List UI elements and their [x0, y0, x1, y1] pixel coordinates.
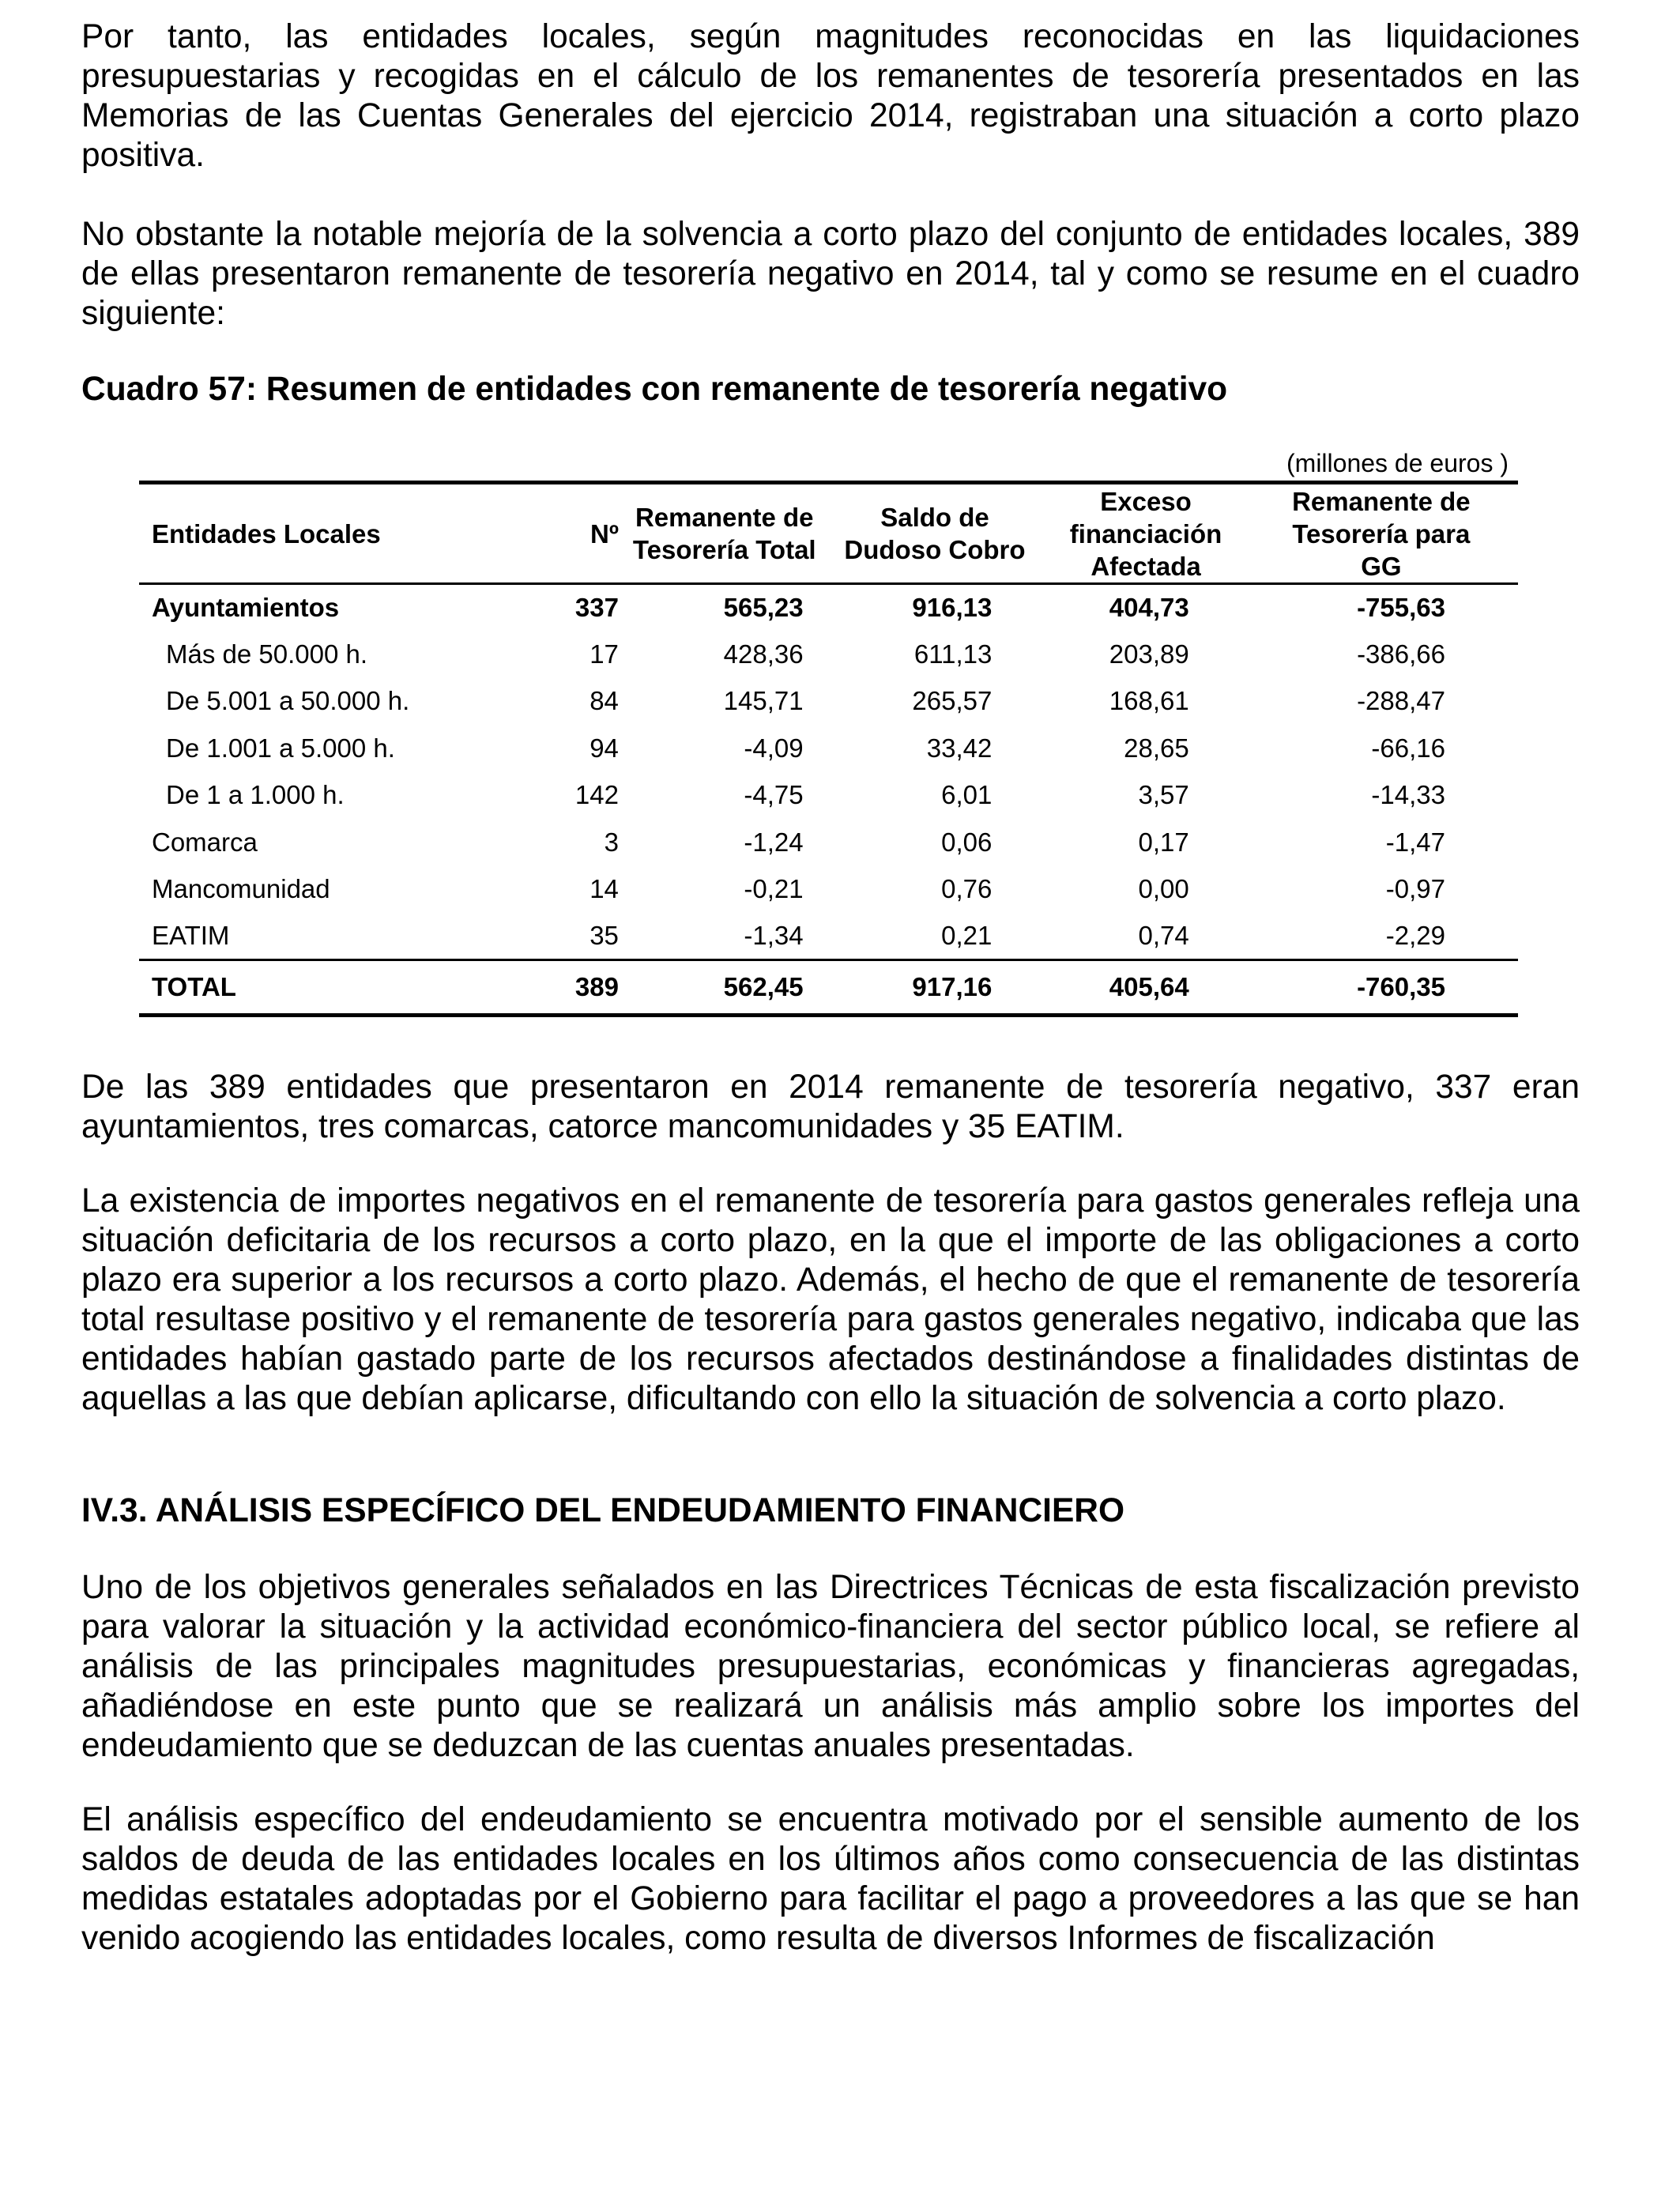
cell-remanente-total: -4,75: [744, 780, 804, 810]
cell-total-remanente-total: 562,45: [723, 972, 804, 1001]
paragraph-2: No obstante la notable mejoría de la solvencia a corto plazo del conjunto de entidades locales, 389 de ellas presentaron remanente de tesorería negativo en 2014, tal y como se resume en el cuadro siguiente:: [81, 216, 1580, 332]
cell-entidad: Más de 50.000 h.: [166, 639, 368, 669]
header-remanente-gg-l1: Remanente de: [1292, 486, 1471, 516]
cell-total-label: TOTAL: [152, 972, 236, 1001]
cell-remanente-total: -4,09: [744, 733, 804, 763]
cell-entidad: Comarca: [152, 827, 258, 857]
cell-total-remanente-gg: -760,35: [1357, 972, 1445, 1001]
cell-exceso: 0,00: [1138, 874, 1189, 904]
paragraph-4: La existencia de importes negativos en el remanente de tesorería para gastos generales refleja una situación deficitaria de los recursos a corto plazo, en la que el importe de las obligaciones a corto plazo era superior a los recursos a corto plazo. Además, el hecho de que el remanente de tesorería total resultase positivo y el remanente de tesorería para gastos generales negativo, indicaba que las entidades habían gastado parte de los recursos afectados destinándose a finalidades distintas de aquellas a las que debían aplicarse, dificultando con ello la situación de solvencia a corto plazo.: [81, 1182, 1580, 1417]
cell-total-exceso: 405,64: [1109, 972, 1189, 1001]
cell-saldo-dudoso: 916,13: [912, 593, 993, 622]
header-remanente-gg: [1245, 483, 1518, 584]
table-row-ayuntamientos: [139, 584, 1518, 631]
section-heading: IV.3. ANÁLISIS ESPECÍFICO DEL ENDEUDAMIENTO FINANCIERO: [81, 1492, 1125, 1529]
cell-exceso: 0,17: [1138, 827, 1189, 857]
cell-saldo-dudoso: 0,06: [941, 827, 993, 857]
cell-remanente-gg: -386,66: [1357, 639, 1445, 669]
table-row: [139, 631, 1518, 678]
cell-saldo-dudoso: 33,42: [926, 733, 993, 763]
header-saldo-dudoso: [823, 483, 1048, 584]
table-unit-note: (millones de euros ): [1286, 449, 1509, 477]
cell-saldo-dudoso: 0,76: [941, 874, 993, 904]
paragraph-3: De las 389 entidades que presentaron en 2014 remanente de tesorería negativo, 337 eran ayuntamientos, tres comarcas, catorce mancomunidades y 35 EATIM.: [81, 1069, 1580, 1145]
table-header-row: [139, 483, 1518, 584]
cell-remanente-total: -1,24: [744, 827, 804, 857]
cell-n: 337: [574, 593, 619, 622]
cell-remanente-gg: -755,63: [1357, 593, 1445, 622]
table-row: [139, 772, 1518, 820]
cell-entidad: De 1 a 1.000 h.: [166, 780, 345, 810]
cell-remanente-gg: -66,16: [1371, 733, 1445, 763]
header-exceso-l3: Afectada: [1090, 551, 1201, 581]
cell-exceso: 404,73: [1109, 593, 1189, 622]
table-row: [139, 866, 1518, 914]
table-row: [139, 725, 1518, 772]
header-entidades: Entidades Locales: [152, 518, 381, 548]
paragraph-5: Uno de los objetivos generales señalados en las Directrices Técnicas de esta fiscalización previsto para valorar la situación y la actividad económico-financiera del sector público local, se refiere al análisis de las principales magnitudes presupuestarias, económicas y financieras agregadas, añadiéndose en este punto que se realizará un análisis más amplio sobre los importes del endeudamiento que se deduzcan de las cuentas anuales presentadas.: [81, 1569, 1580, 1764]
cell-n: 3: [604, 827, 619, 857]
header-exceso-l2: financiación: [1069, 518, 1222, 548]
cell-remanente-gg: -2,29: [1385, 921, 1445, 950]
cell-entidad: De 1.001 a 5.000 h.: [166, 733, 395, 763]
header-n: Nº: [590, 518, 619, 548]
table-row: [139, 819, 1518, 866]
cell-exceso: 3,57: [1138, 780, 1189, 810]
header-remanente-gg-l2: Tesorería para: [1292, 518, 1471, 548]
cell-n: 142: [574, 780, 619, 810]
cell-exceso: 203,89: [1109, 639, 1189, 669]
cell-n: 94: [590, 733, 619, 763]
cell-exceso: 168,61: [1109, 686, 1189, 716]
cell-remanente-gg: -14,33: [1371, 780, 1445, 810]
cell-n: 17: [590, 639, 619, 669]
paragraph-6: El análisis específico del endeudamiento se encuentra motivado por el sensible aumento de los saldos de deuda de las entidades locales en los últimos años como consecuencia de las distintas medidas estatales adoptadas por el Gobierno para facilitar el pago a proveedores a las que se han venido acogiendo las entidades locales, como resulta de diversos Informes de fiscalización: [81, 1801, 1580, 1957]
cell-exceso: 28,65: [1124, 733, 1189, 763]
cell-remanente-gg: -0,97: [1385, 874, 1445, 904]
cell-remanente-total: -0,21: [744, 874, 804, 904]
table-row: [139, 678, 1518, 726]
cell-remanente-gg: -1,47: [1385, 827, 1445, 857]
header-remanente-total-l1: Remanente de: [635, 503, 814, 532]
header-exceso-financiacion: [1047, 483, 1244, 584]
paragraph-1: Por tanto, las entidades locales, según magnitudes reconocidas en las liquidaciones presupuestarias y recogidas en el cálculo de los remanentes de tesorería presentados en las Memorias de las Cuentas Generales del ejercicio 2014, registraban una situación a corto plazo positiva.: [81, 18, 1580, 174]
cell-saldo-dudoso: 6,01: [941, 780, 993, 810]
table-total-row: [139, 960, 1518, 1016]
cell-n: 14: [590, 874, 619, 904]
table-row: [139, 913, 1518, 960]
cell-entidad: De 5.001 a 50.000 h.: [166, 686, 410, 716]
cell-n: 35: [590, 921, 619, 950]
summary-table: [139, 481, 1518, 1017]
cell-n: 84: [590, 686, 619, 716]
cell-remanente-total: 428,36: [723, 639, 804, 669]
cell-remanente-total: 565,23: [723, 593, 804, 622]
header-exceso-l1: Exceso: [1100, 486, 1192, 516]
header-saldo-dudoso-l2: Dudoso Cobro: [844, 535, 1026, 564]
cell-entidad: EATIM: [152, 921, 230, 950]
cell-total-saldo-dudoso: 917,16: [912, 972, 993, 1001]
cell-entidad: Mancomunidad: [152, 874, 330, 904]
header-remanente-total: [627, 483, 823, 584]
header-saldo-dudoso-l1: Saldo de: [880, 503, 989, 532]
cell-saldo-dudoso: 265,57: [912, 686, 993, 716]
table-title: Cuadro 57: Resumen de entidades con remanente de tesorería negativo: [81, 371, 1228, 408]
header-remanente-total-l2: Tesorería Total: [632, 535, 816, 564]
header-remanente-gg-l3: GG: [1361, 551, 1402, 581]
cell-exceso: 0,74: [1138, 921, 1189, 950]
cell-remanente-total: 145,71: [723, 686, 804, 716]
cell-remanente-total: -1,34: [744, 921, 804, 950]
cell-saldo-dudoso: 611,13: [913, 639, 993, 669]
cell-total-n: 389: [574, 972, 619, 1001]
cell-entidad: Ayuntamientos: [152, 593, 340, 622]
cell-remanente-gg: -288,47: [1357, 686, 1445, 716]
cell-saldo-dudoso: 0,21: [941, 921, 993, 950]
